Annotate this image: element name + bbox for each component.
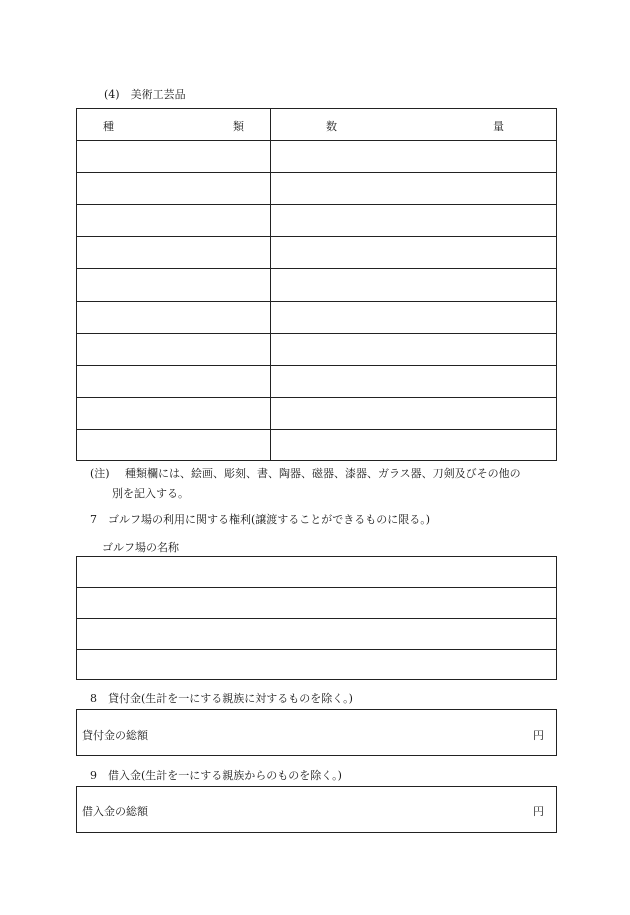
table-row-divider	[76, 301, 557, 302]
table-column-divider	[270, 108, 271, 461]
art-quantity-cell[interactable]	[276, 310, 551, 326]
art-quantity-cell[interactable]	[276, 149, 551, 165]
art-quantity-cell[interactable]	[276, 438, 551, 454]
golf-course-name-label: ゴルフ場の名称	[102, 541, 179, 554]
section7-heading: 7 ゴルフ場の利用に関する権利(譲渡することができるものに限る。)	[90, 513, 431, 526]
loan-receivable-amount-field[interactable]	[240, 720, 520, 748]
art-quantity-cell[interactable]	[276, 406, 551, 422]
art-type-cell[interactable]	[82, 406, 264, 422]
golf-course-name-cell[interactable]	[82, 657, 551, 673]
loan-payable-amount-field[interactable]	[240, 797, 520, 825]
golf-row-divider	[76, 618, 557, 619]
golf-row-divider	[76, 587, 557, 588]
loan-payable-unit: 円	[533, 805, 544, 818]
art-type-cell[interactable]	[82, 213, 264, 229]
loan-payable-label: 借入金の総額	[82, 805, 148, 818]
table-row-divider	[76, 397, 557, 398]
header-type-char2: 類	[233, 120, 244, 133]
table-row-divider	[76, 236, 557, 237]
art-type-cell[interactable]	[82, 438, 264, 454]
note-label: (注)	[90, 467, 110, 480]
art-type-cell[interactable]	[82, 342, 264, 358]
art-type-cell[interactable]	[82, 374, 264, 390]
header-quantity-char2: 量	[493, 120, 504, 133]
table-row-divider	[76, 268, 557, 269]
table-row-divider	[76, 429, 557, 430]
note-line2: 別を記入する。	[112, 487, 189, 500]
art-quantity-cell[interactable]	[276, 277, 551, 293]
table-row-divider	[76, 333, 557, 334]
art-type-cell[interactable]	[82, 277, 264, 293]
section8-heading: 8 貸付金(生計を一にする親族に対するものを除く。)	[90, 692, 353, 705]
art-quantity-cell[interactable]	[276, 374, 551, 390]
golf-course-name-cell[interactable]	[82, 626, 551, 642]
section9-heading: 9 借入金(生計を一にする親族からのものを除く。)	[90, 769, 342, 782]
loan-receivable-unit: 円	[533, 729, 544, 742]
loan-receivable-label: 貸付金の総額	[82, 729, 148, 742]
section4-heading: (4) 美術工芸品	[104, 88, 186, 101]
table-row-divider	[76, 172, 557, 173]
art-type-cell[interactable]	[82, 310, 264, 326]
art-type-cell[interactable]	[82, 181, 264, 197]
art-type-cell[interactable]	[82, 149, 264, 165]
golf-course-name-cell[interactable]	[82, 564, 551, 580]
art-quantity-cell[interactable]	[276, 342, 551, 358]
golf-row-divider	[76, 649, 557, 650]
art-quantity-cell[interactable]	[276, 245, 551, 261]
art-quantity-cell[interactable]	[276, 181, 551, 197]
art-quantity-cell[interactable]	[276, 213, 551, 229]
header-type-char1: 種	[103, 120, 114, 133]
header-quantity-char1: 数	[326, 120, 337, 133]
art-type-cell[interactable]	[82, 245, 264, 261]
table-row-divider	[76, 365, 557, 366]
note-line1: 種類欄には、絵画、彫刻、書、陶器、磁器、漆器、ガラス器、刀剣及びその他の	[125, 467, 521, 480]
table-row-divider	[76, 140, 557, 141]
table-row-divider	[76, 204, 557, 205]
golf-course-name-cell[interactable]	[82, 595, 551, 611]
